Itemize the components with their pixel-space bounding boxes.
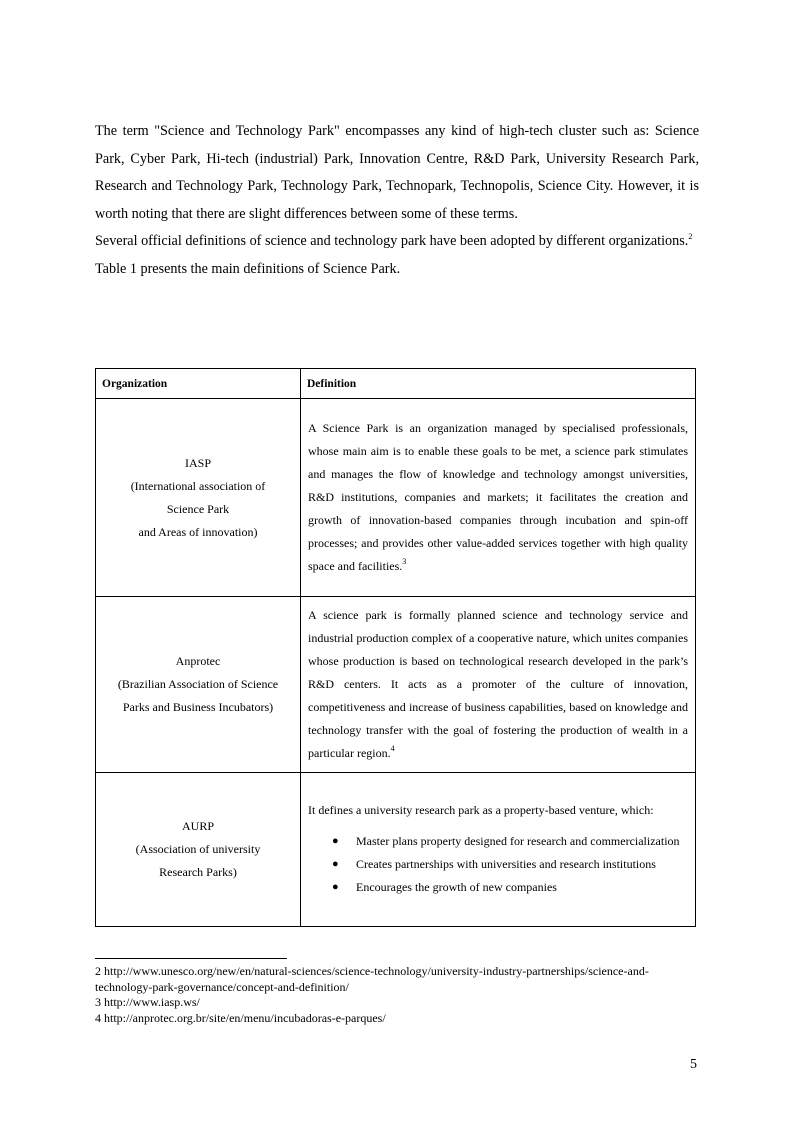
definition-cell-anprotec bbox=[301, 597, 696, 773]
footnote-ref-4[interactable]: 4 bbox=[390, 743, 395, 753]
intro-paragraph-2-text: Several official definitions of science and technology park have been adopted by different organizations. bbox=[95, 233, 689, 249]
intro-text bbox=[95, 118, 699, 283]
definition-intro: It defines a university research park as a property-based venture, which: bbox=[308, 803, 654, 817]
org-desc-line: (Brazilian Association of Science bbox=[117, 677, 279, 691]
org-name: Anprotec bbox=[175, 654, 221, 668]
list-item bbox=[308, 853, 688, 876]
org-cell-iasp bbox=[96, 399, 301, 597]
org-cell-anprotec bbox=[96, 597, 301, 773]
org-cell-aurp bbox=[96, 773, 301, 927]
list-item-text: Creates partnerships with universities and research institutions bbox=[356, 857, 656, 871]
list-item-text: Encourages the growth of new companies bbox=[356, 880, 557, 894]
definition-bullet-list bbox=[308, 830, 688, 899]
list-item-text: Master plans property designed for research and commercialization bbox=[356, 834, 680, 848]
bullet-icon: ● bbox=[332, 881, 339, 893]
org-desc-line: Research Parks) bbox=[159, 865, 237, 879]
table-header-row bbox=[96, 369, 696, 399]
org-desc-line: (Association of university bbox=[135, 842, 261, 856]
list-item bbox=[308, 876, 688, 899]
org-name: AURP bbox=[181, 819, 214, 833]
org-desc-line: and Areas of innovation) bbox=[138, 524, 258, 539]
page-number: 5 bbox=[690, 1057, 697, 1072]
org-name: IASP bbox=[184, 455, 211, 470]
intro-paragraph-1: The term "Science and Technology Park" encompasses any kind of high-tech cluster such as: Science Park, Cyber Park, Hi-tech (industrial) Park, Innovation Centre, R&D Park, University Research Park, Research and Technology Park, Technology Park, Technopark, Technopolis, Science City. However, it is worth noting that there are slight differences between some of these terms. bbox=[95, 123, 699, 222]
table-row-iasp bbox=[96, 399, 696, 597]
definition-cell-aurp bbox=[301, 773, 696, 927]
footnote-ref-3[interactable]: 3 bbox=[402, 556, 407, 566]
org-desc-line: Science Park bbox=[166, 501, 230, 516]
definition-text: A science park is formally planned science and technology service and industrial production complex of a cooperative nature, which unites companies whose production is based on technological research developed in the park’s R&D centers. It acts as a promoter of the culture of innovation, competitiveness and increase of business capabilities, based on knowledge and technology transfer with the goal of fostering the production of wealth in a particular region. bbox=[308, 607, 688, 760]
org-desc-line: Parks and Business Incubators) bbox=[122, 700, 274, 714]
intro-paragraph-3: Table 1 presents the main definitions of Science Park. bbox=[95, 260, 401, 277]
definition-cell-iasp bbox=[301, 399, 696, 597]
footnote-4[interactable]: 4 http://anprotec.org.br/site/en/menu/incubadoras-e-parques/ bbox=[95, 1010, 386, 1025]
header-definition: Definition bbox=[301, 369, 696, 399]
list-item bbox=[308, 830, 688, 853]
definitions-table bbox=[95, 368, 696, 927]
footnote-2[interactable]: 2 http://www.unesco.org/new/en/natural-sciences/science-technology/university-industry-partnerships/science-and-technology-park-governance/concept-and-definition/ bbox=[95, 964, 649, 994]
header-organization: Organization bbox=[96, 369, 301, 399]
definition-text: A Science Park is an organization managed by specialised professionals, whose main aim is to enable these goals to be met, a science park stimulates and manages the flow of knowledge and technology amongst universities, R&D institutions, companies and markets; it facilitates the creation and growth of innovation-based companies through incubation and spin-off processes; and provides other value-added services together with high quality space and facilities. bbox=[308, 420, 688, 573]
table-row-anprotec bbox=[96, 597, 696, 773]
footnote-ref-2[interactable]: 2 bbox=[688, 232, 693, 241]
footnote-3[interactable]: 3 http://www.iasp.ws/ bbox=[95, 995, 200, 1009]
footnotes bbox=[95, 964, 700, 1026]
bullet-icon: ● bbox=[332, 835, 339, 847]
bullet-icon: ● bbox=[332, 858, 339, 870]
table-row-aurp bbox=[96, 773, 696, 927]
org-desc-line: (International association of bbox=[130, 478, 266, 493]
footnote-divider bbox=[95, 958, 287, 959]
intro-paragraph-2 bbox=[95, 228, 699, 256]
